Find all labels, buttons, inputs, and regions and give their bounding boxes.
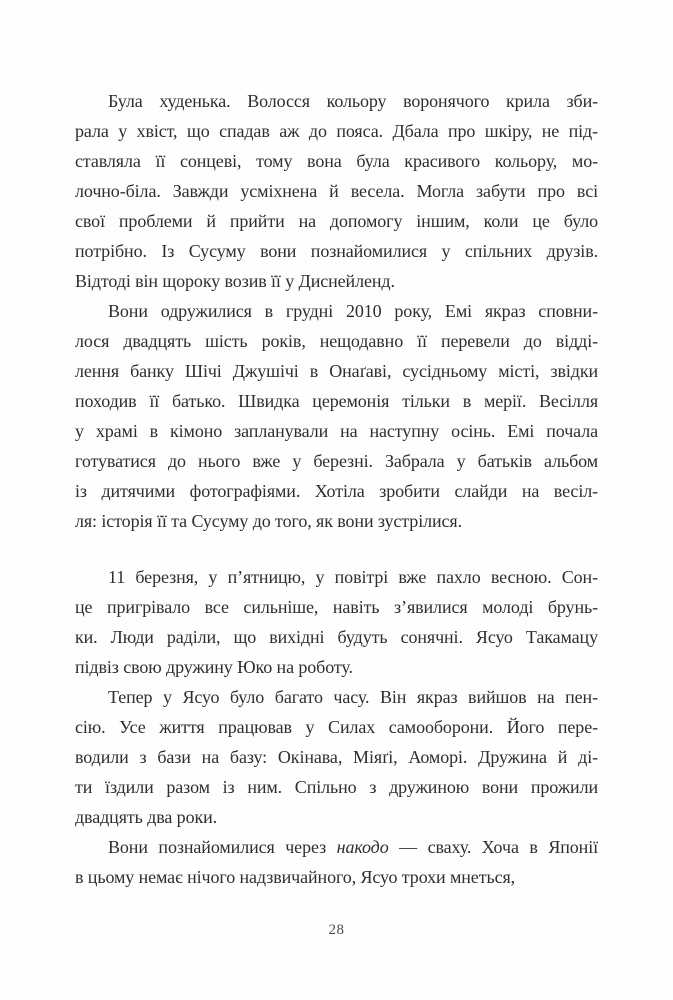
text-line: це пригрівало все сильніше, навіть з’явилися молоді брунь- bbox=[75, 597, 598, 617]
text-line: лення банку Шічі Джушічі в Онаґаві, сусідньому місті, звідки bbox=[75, 361, 598, 381]
italic-term: накодо bbox=[336, 837, 389, 857]
paragraph bbox=[75, 832, 598, 892]
text-line: потрібно. Із Сусуму вони познайомилися у спільних друзів. bbox=[75, 241, 598, 261]
paragraph bbox=[75, 86, 598, 296]
text-line: Вони одружилися в грудні 2010 року, Емі якраз сповни- bbox=[108, 301, 598, 321]
paragraph bbox=[75, 296, 598, 536]
text-line: 11 березня, у п’ятницю, у повітрі вже пахло весною. Сон- bbox=[108, 567, 598, 587]
text-line: Вони познайомилися через накодо — сваху. Хоча в Японії bbox=[108, 837, 598, 857]
text-block bbox=[75, 86, 598, 892]
text-line: лося двадцять шість років, нещодавно її перевели до відді- bbox=[75, 331, 598, 351]
text-line: у храмі в кімоно запланували на наступну осінь. Емі почала bbox=[75, 421, 598, 441]
text-line: в цьому немає нічого надзвичайного, Ясуо трохи мнеться, bbox=[75, 867, 516, 887]
text-line: Була худенька. Волосся кольору воронячого крила зби- bbox=[108, 91, 598, 111]
text-line: двадцять два роки. bbox=[75, 807, 218, 827]
page-number: 28 bbox=[328, 922, 345, 938]
paragraph bbox=[75, 562, 598, 682]
text-line: свої проблеми й прийти на допомогу іншим, коли це було bbox=[75, 211, 598, 231]
paragraph bbox=[75, 682, 598, 832]
text-line: рала у хвіст, що спадав аж до пояса. Дбала про шкіру, не під- bbox=[75, 121, 598, 141]
text-line: із дитячими фотографіями. Хотіла зробити слайди на весіл- bbox=[75, 481, 598, 501]
text-line: готуватися до нього вже у березні. Забрала у батьків альбом bbox=[75, 451, 598, 471]
text-line: ставляла її сонцеві, тому вона була красивого кольору, мо- bbox=[75, 151, 598, 171]
text-line: походив її батько. Швидка церемонія тільки в мерії. Весілля bbox=[75, 391, 598, 411]
text-line: Тепер у Ясуо було багато часу. Він якраз вийшов на пен- bbox=[108, 687, 598, 707]
text-line: сію. Усе життя працював у Силах самооборони. Його пере- bbox=[75, 717, 598, 737]
text-line: ти їздили разом із ним. Спільно з дружиною вони прожили bbox=[75, 777, 598, 797]
text-line: підвіз свою дружину Юко на роботу. bbox=[75, 657, 353, 677]
text-line: лочно-біла. Завжди усміхнена й весела. Могла забути про всі bbox=[75, 181, 598, 201]
text-line: Відтоді він щороку возив її у Диснейленд. bbox=[75, 271, 395, 291]
text-line: ля: історія її та Сусуму до того, як вони зустрілися. bbox=[75, 511, 462, 531]
text-line: водили з бази на базу: Окінава, Міяґі, Аоморі. Дружина й ді- bbox=[75, 747, 598, 767]
text-line: ки. Люди раділи, що вихідні будуть сонячні. Ясуо Такамацу bbox=[75, 627, 598, 647]
